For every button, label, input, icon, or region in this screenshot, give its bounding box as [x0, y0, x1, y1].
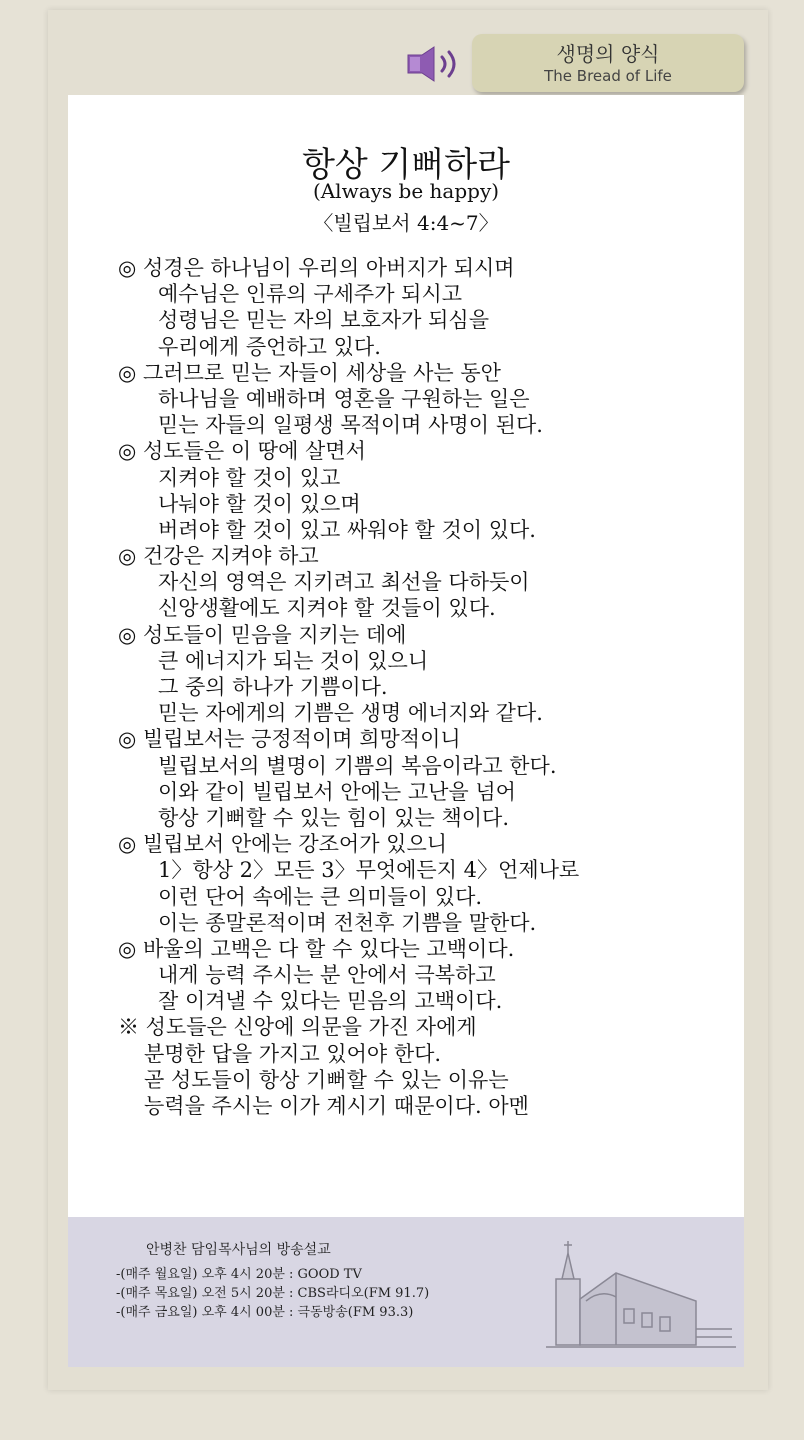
sermon-line: 항상 기뻐할 수 있는 힘이 있는 책이다.: [158, 805, 510, 830]
sermon-line: 하나님을 예배하며 영혼을 구원하는 일은: [158, 386, 530, 411]
sermon-line: ◎ 빌립보서 안에는 강조어가 있으니: [118, 832, 448, 857]
sermon-line: 예수님은 인류의 구세주가 되시고: [158, 282, 463, 307]
church-building-icon: [546, 1239, 736, 1359]
sermon-line: 믿는 자들의 일평생 목적이며 사명이 된다.: [158, 413, 543, 438]
sermon-line: 신앙생활에도 지켜야 할 것들이 있다.: [158, 596, 496, 621]
sermon-line: 이런 단어 속에는 큰 의미들이 있다.: [158, 884, 483, 909]
sermon-line: 나눠야 할 것이 있으며: [158, 491, 361, 516]
schedule-row: -(매주 월요일) 오후 4시 20분 : GOOD TV: [116, 1267, 362, 1282]
sermon-line: 우리에게 증언하고 있다.: [158, 334, 381, 359]
sermon-line: ◎ 바울의 고백은 다 할 수 있다는 고백이다.: [118, 936, 515, 961]
sermon-line: 이는 종말론적이며 전천후 기쁨을 말한다.: [158, 910, 537, 935]
sermon-line: ◎ 성경은 하나님이 우리의 아버지가 되시며: [118, 256, 515, 280]
sermon-body: [118, 255, 728, 1119]
speaker-volume-icon[interactable]: [404, 43, 468, 85]
sermon-line: 잘 이겨낼 수 있다는 믿음의 고백이다.: [158, 989, 503, 1014]
sermon-line: 자신의 영역은 지키려고 최선을 다하듯이: [158, 570, 530, 595]
broadcast-schedule: [116, 1265, 429, 1322]
sermon-line: ◎ 건강은 지켜야 하고: [118, 544, 319, 569]
sermon-line: 지켜야 할 것이 있고: [158, 465, 341, 490]
sermon-line: ※ 성도들은 신앙에 의문을 가진 자에게: [118, 1015, 477, 1040]
sermon-line: 곧 성도들이 항상 기뻐할 수 있는 이유는: [144, 1067, 509, 1092]
badge-subtitle: The Bread of Life: [544, 67, 672, 85]
sermon-title: 항상 기뻐하라: [302, 145, 510, 185]
sermon-line: 성령님은 믿는 자의 보호자가 되심을: [158, 308, 489, 333]
sermon-line: 그 중의 하나가 기쁨이다.: [158, 675, 388, 699]
broadcast-footer: [68, 1217, 744, 1367]
sermon-line: 1〉항상 2〉모든 3〉무엇에든지 4〉언제나로: [158, 858, 580, 883]
bread-of-life-badge: [472, 34, 744, 92]
sermon-line: 분명한 답을 가지고 있어야 한다.: [144, 1041, 442, 1066]
scripture-reference: 〈빌립보서 4:4~7〉: [313, 211, 499, 235]
sermon-line: ◎ 성도들이 믿음을 지키는 데에: [118, 622, 407, 647]
schedule-row: -(매주 금요일) 오후 4시 00분 : 극동방송(FM 93.3): [116, 1305, 414, 1320]
sermon-line: ◎ 성도들은 이 땅에 살면서: [118, 439, 366, 464]
sermon-line: 이와 같이 빌립보서 안에는 고난을 넘어: [158, 779, 516, 804]
schedule-row: -(매주 목요일) 오전 5시 20분 : CBS라디오(FM 91.7): [116, 1286, 430, 1301]
sermon-line: 능력을 주시는 이가 계시기 때문이다. 아멘: [144, 1094, 529, 1118]
sermon-line: ◎ 빌립보서는 긍정적이며 희망적이니: [118, 727, 461, 752]
sermon-line: 내게 능력 주시는 분 안에서 극복하고: [158, 963, 496, 988]
badge-title: 생명의 양식: [556, 42, 660, 66]
sermon-line: 믿는 자에게의 기쁨은 생명 에너지와 같다.: [158, 701, 543, 726]
sermon-line: 큰 에너지가 되는 것이 있으니: [158, 648, 429, 673]
sermon-subtitle: (Always be happy): [312, 179, 500, 203]
sermon-line: 버려야 할 것이 있고 싸워야 할 것이 있다.: [158, 517, 536, 542]
footer-title: 안병찬 담임목사님의 방송설교: [146, 1242, 331, 1258]
sermon-line: 빌립보서의 별명이 기쁨의 복음이라고 한다.: [158, 753, 557, 778]
sermon-paper: [68, 95, 744, 1217]
sermon-line: ◎ 그러므로 믿는 자들이 세상을 사는 동안: [118, 360, 501, 385]
